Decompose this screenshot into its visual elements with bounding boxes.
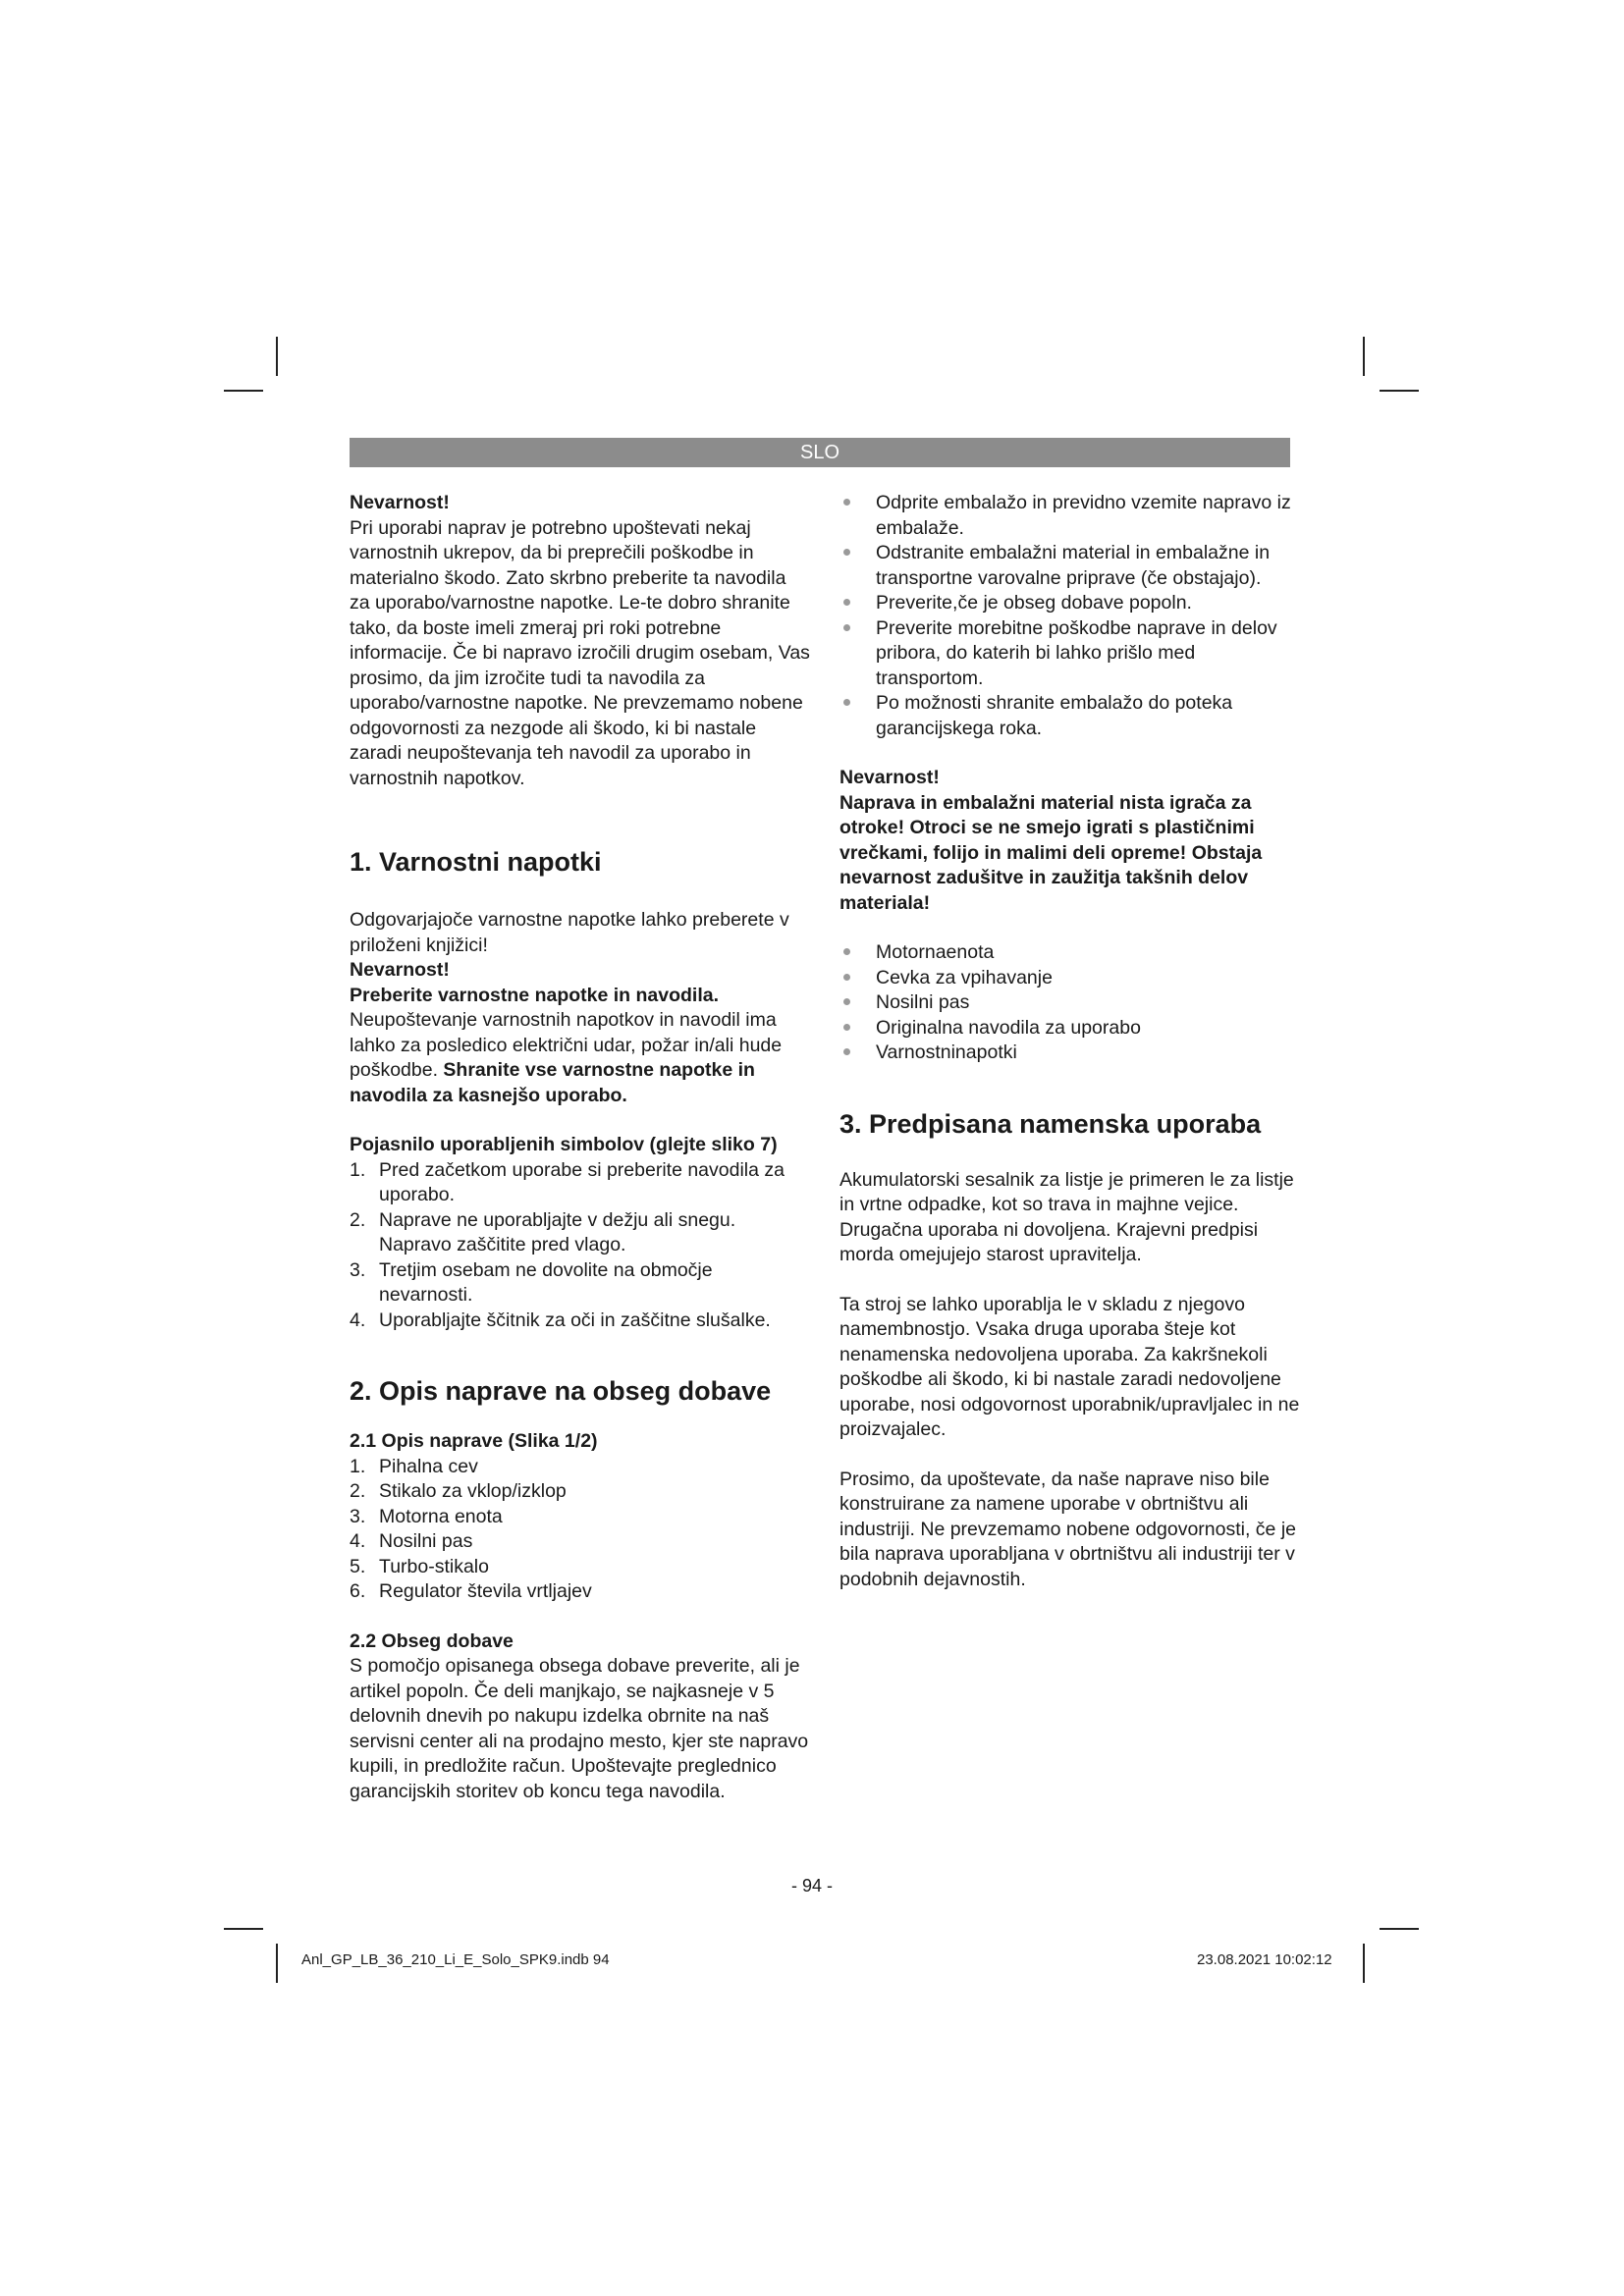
item-text: Pihalna cev (379, 1455, 478, 1477)
crop-mark (1380, 1928, 1419, 1930)
file-name: Anl_GP_LB_36_210_Li_E_Solo_SPK9.indb 94 (301, 1951, 610, 1968)
crop-mark (276, 1944, 278, 1983)
section-2-2-text: S pomočjo opisanega obsega dobave preverite, ali je artikel popoln. Če deli manjkajo, se najkasneje v 5 delovnih dnevih po nakupu izdelka obrnite na naš servisni center ali na prodajno mesto, kjer ste napravo kupili, in predložite račun. Upoštevajte preglednico garancijskih storitev ob koncu tega navodila. (350, 1655, 809, 1802)
danger-heading: Nevarnost! (350, 492, 450, 513)
item-number: 3. (350, 1258, 366, 1281)
item-number: 1. (350, 1158, 366, 1181)
parts-list (350, 1455, 811, 1605)
item-text: Pred začetkom uporabe si preberite navodila za uporabo. (379, 1158, 785, 1205)
item-number: 5. (350, 1555, 366, 1577)
list-item: Originalna navodila za uporabo (839, 1016, 1301, 1041)
list-item (350, 1258, 811, 1308)
crop-mark (224, 390, 263, 392)
unpacking-list (839, 491, 1301, 741)
item-text: Naprave ne uporabljajte v dežju ali snegu. Napravo zaščitite pred vlago. (379, 1208, 736, 1255)
list-item (350, 1208, 811, 1258)
section-2-title: 2. Opis naprave na obseg dobave (350, 1376, 772, 1406)
section-1-bold-2: Shranite vse varnostne napotke in navodila za kasnejšo uporabo. (350, 1059, 755, 1106)
item-text: Turbo-stikalo (379, 1555, 489, 1577)
list-item (350, 1529, 811, 1555)
language-header: SLO (350, 438, 1290, 467)
danger-text: Naprava in embalažni material nista igrača za otroke! Otroci se ne smejo igrati s plastičnimi vrečkami, folijo in malimi deli opreme! Obstaja nevarnost zadušitve in zaužitja takšnih delov materiala! (839, 791, 1263, 914)
item-number: 3. (350, 1505, 366, 1527)
list-item: Preverite morebitne poškodbe naprave in delov pribora, do katerih bi lahko prišlo med transportom. (839, 616, 1301, 692)
section-1-text: Neupoštevanje varnostnih napotkov in navodil ima lahko za posledico električni udar, požar in/ali hude poškodbe. (350, 1009, 783, 1081)
danger-heading: Nevarnost! (839, 767, 940, 788)
item-text: Tretjim osebam ne dovolite na območje nevarnosti. (379, 1258, 713, 1306)
item-number: 2. (350, 1480, 366, 1502)
list-item (350, 1158, 811, 1208)
list-item: Odprite embalažo in previdno vzemite napravo iz embalaže. (839, 491, 1301, 541)
item-number: 6. (350, 1580, 366, 1602)
list-item (350, 1479, 811, 1505)
delivery-items-list (839, 940, 1301, 1066)
symbols-heading: Pojasnilo uporabljenih simbolov (glejte sliko 7) (350, 1134, 778, 1155)
list-item: Po možnosti shranite embalažo do poteka garancijskega roka. (839, 691, 1301, 741)
item-number: 4. (350, 1530, 366, 1552)
danger-text: Pri uporabi naprav je potrebno upoštevati nekaj varnostnih ukrepov, da bi preprečili poškodbe in materialno škodo. Zato skrbno preberite ta navodila za uporabo/varnostne napotke. Le-te dobro shranite tako, da boste imeli zmeraj pri roki potrebne informacije. Če bi napravo izročili drugim osebam, Vas prosimo, da jim izročite tudi ta navodila za uporabo/varnostne napotke. Ne prevzemamo nobene odgovornosti za nezgode ali škodo, ki bi nastale zaradi neupoštevanja teh navodil za uporabo in varnostnih napotkov. (350, 516, 810, 789)
symbols-list (350, 1158, 811, 1334)
print-timestamp: 23.08.2021 10:02:12 (1197, 1951, 1332, 1968)
list-item (350, 1579, 811, 1605)
section-1-intro: Odgovarjajoče varnostne napotke lahko preberete v priloženi knjižici! (350, 909, 789, 956)
item-text: Motorna enota (379, 1505, 503, 1527)
list-item: Preverite,če je obseg dobave popoln. (839, 591, 1301, 616)
item-number: 2. (350, 1208, 366, 1231)
list-item: Varnostninapotki (839, 1041, 1301, 1066)
section-3-paragraph-3: Prosimo, da upoštevate, da naše naprave niso bile konstruirane za namene uporabe v obrtništvu ali industriji. Ne prevzemamo nobene odgovornosti, če je bila naprava uporabljana v obrtništvu ali industriji ter v podobnih dejavnostih. (839, 1468, 1297, 1590)
section-3-paragraph-2: Ta stroj se lahko uporablja le v skladu z njegovo namembnostjo. Vsaka druga uporaba šteje kot nenamenska nedovoljena uporaba. Za kakršnekoli poškodbe ali škodo, ki bi nastale zaradi nedovoljene uporabe, nosi odgovornost uporabnik/upravljalec in ne proizvajalec. (839, 1293, 1300, 1440)
list-item: Cevka za vpihavanje (839, 966, 1301, 991)
crop-mark (224, 1928, 263, 1930)
left-column (350, 491, 811, 1804)
crop-mark (276, 337, 278, 376)
page-number: - 94 - (790, 1876, 833, 1896)
crop-mark (1363, 1944, 1365, 1983)
item-text: Stikalo za vklop/izklop (379, 1480, 567, 1502)
item-text: Uporabljajte ščitnik za oči in zaščitne slušalke. (379, 1308, 771, 1331)
list-item (350, 1555, 811, 1580)
list-item (350, 1455, 811, 1480)
list-item: Nosilni pas (839, 990, 1301, 1016)
crop-mark (1380, 390, 1419, 392)
list-item: Odstranite embalažni material in embalažne in transportne varovalne priprave (če obstajajo). (839, 541, 1301, 591)
section-2-2-title: 2.2 Obseg dobave (350, 1629, 514, 1652)
item-text: Nosilni pas (379, 1530, 473, 1552)
item-number: 4. (350, 1308, 366, 1331)
list-item: Motornaenota (839, 940, 1301, 966)
section-3-paragraph-1: Akumulatorski sesalnik za listje je primeren le za listje in vrtne odpadke, kot so trava in majhne vejice. Drugačna uporaba ni dovoljena. Krajevni predpisi morda omejujejo starost upravitelja. (839, 1168, 1294, 1265)
item-number: 1. (350, 1455, 366, 1477)
section-1-title: 1. Varnostni napotki (350, 847, 602, 877)
right-column (839, 491, 1301, 1592)
section-3-title: 3. Predpisana namenska uporaba (839, 1108, 1262, 1139)
section-2-1-title: 2.1 Opis naprave (Slika 1/2) (350, 1430, 598, 1452)
section-1-danger: Nevarnost! (350, 959, 450, 981)
section-1-bold: Preberite varnostne napotke in navodila. (350, 984, 720, 1006)
list-item (350, 1308, 811, 1334)
list-item (350, 1505, 811, 1530)
item-text: Regulator števila vrtljajev (379, 1580, 592, 1602)
crop-mark (1363, 337, 1365, 376)
section-1-paragraph (350, 984, 811, 1109)
